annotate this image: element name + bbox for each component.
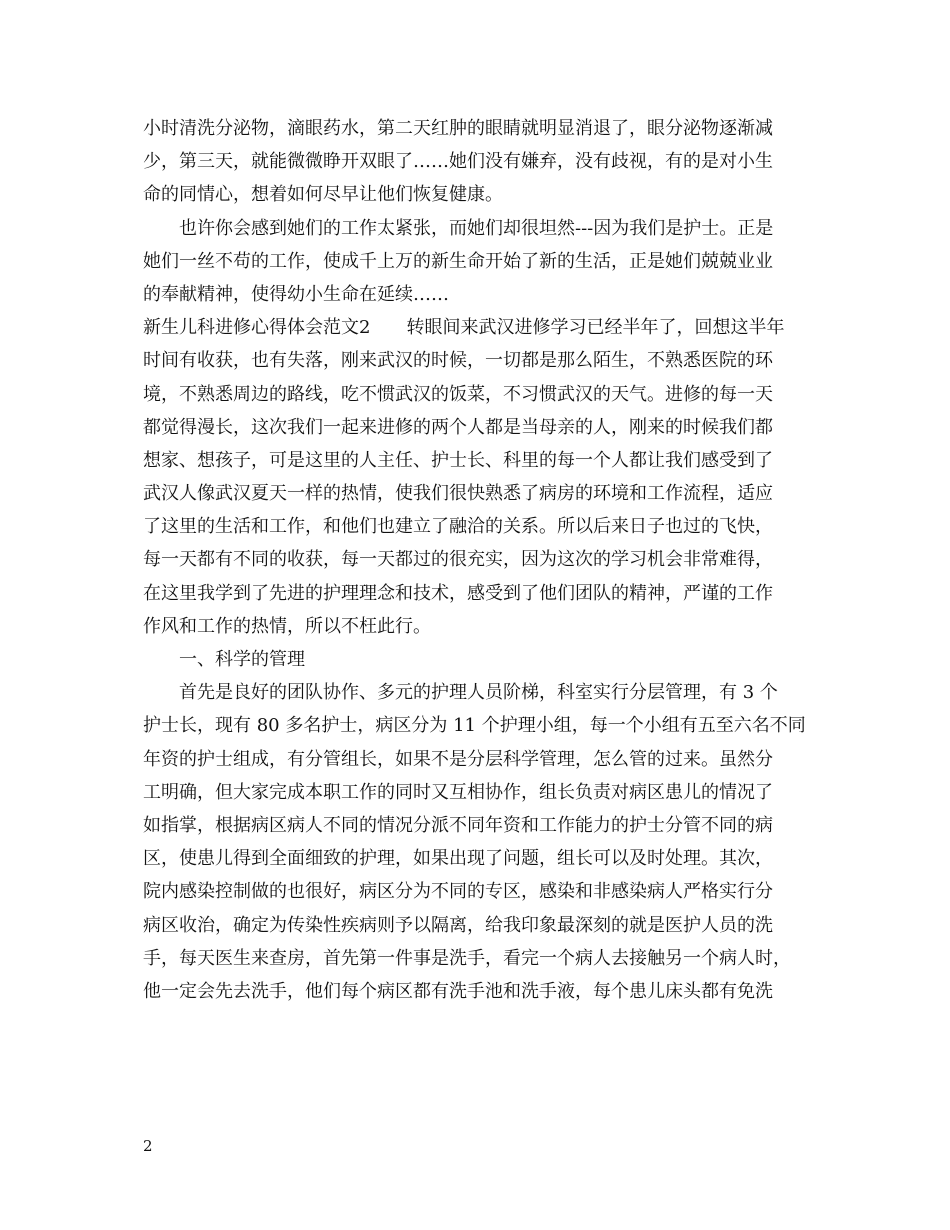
text-line: 在这里我学到了先进的护理理念和技术，感受到了他们团队的精神，严谨的工作 — [143, 582, 773, 604]
text-line: 少，第三天，就能微微睁开双眼了……她们没有嫌弃，没有歧视，有的是对小生 — [143, 151, 773, 173]
text-line: 首先是良好的团队协作、多元的护理人员阶梯，科室实行分层管理，有 3 个 — [143, 682, 778, 704]
text-line: 年资的护士组成，有分管组长，如果不是分层科学管理，怎么管的过来。虽然分 — [143, 748, 773, 770]
text-line: 的奉献精神，使得幼小生命在延续…… — [143, 283, 449, 305]
text-line: 时间有收获，也有失落，刚来武汉的时候，一切都是那么陌生，不熟悉医院的环 — [143, 350, 773, 372]
text-line: 都觉得漫长，这次我们一起来进修的两个人都是当母亲的人，刚来的时候我们都 — [143, 416, 773, 438]
text-line: 新生儿科进修心得体会范文2 转眼间来武汉进修学习已经半年了，回想这半年 — [143, 317, 785, 339]
text-line: 想家、想孩子，可是这里的人主任、护士长、科里的每一个人都让我们感受到了 — [143, 449, 773, 471]
text-line: 了这里的生活和工作，和他们也建立了融洽的关系。所以后来日子也过的飞快， — [143, 516, 773, 538]
text-line: 也许你会感到她们的工作太紧张，而她们却很坦然---因为我们是护士。正是 — [143, 217, 774, 239]
text-line: 工明确，但大家完成本职工作的同时又互相协作，组长负责对病区患儿的情况了 — [143, 781, 773, 803]
text-line: 小时清洗分泌物，滴眼药水，第二天红肿的眼睛就明显消退了，眼分泌物逐渐减 — [143, 118, 773, 139]
text-line: 病区收治，确定为传染性疾病则予以隔离，给我印象最深刻的就是医护人员的洗 — [143, 914, 773, 936]
text-line: 命的同情心，想着如何尽早让他们恢复健康。 — [143, 184, 503, 206]
text-line: 手，每天医生来查房，首先第一件事是洗手，看完一个病人去接触另一个病人时， — [143, 947, 791, 969]
text-line: 她们一丝不苟的工作，使成千上万的新生命开始了新的生活，正是她们兢兢业业 — [143, 250, 773, 272]
text-line: 每一天都有不同的收获，每一天都过的很充实，因为这次的学习机会非常难得， — [143, 549, 773, 571]
body-text — [143, 112, 843, 1008]
text-line: 区，使患儿得到全面细致的护理，如果出现了问题，组长可以及时处理。其次， — [143, 848, 773, 870]
text-line: 如指掌，根据病区病人不同的情况分派不同年资和工作能力的护士分管不同的病 — [143, 814, 773, 836]
text-line: 他一定会先去洗手，他们每个病区都有洗手池和洗手液，每个患儿床头都有免洗 — [143, 980, 773, 1002]
section-heading: 一、科学的管理 — [143, 649, 305, 670]
text-line: 武汉人像武汉夏天一样的热情，使我们很快熟悉了病房的环境和工作流程，适应 — [143, 483, 773, 505]
text-line: 境，不熟悉周边的路线，吃不惯武汉的饭菜，不习惯武汉的天气。进修的每一天 — [143, 383, 773, 405]
page-number: 2 — [143, 1137, 153, 1155]
text-line: 护士长，现有 80 多名护士，病区分为 11 个护理小组，每一个小组有五至六名不同 — [143, 715, 806, 737]
text-line: 作风和工作的热情，所以不枉此行。 — [143, 615, 431, 637]
text-line: 院内感染控制做的也很好，病区分为不同的专区，感染和非感染病人严格实行分 — [143, 881, 773, 903]
